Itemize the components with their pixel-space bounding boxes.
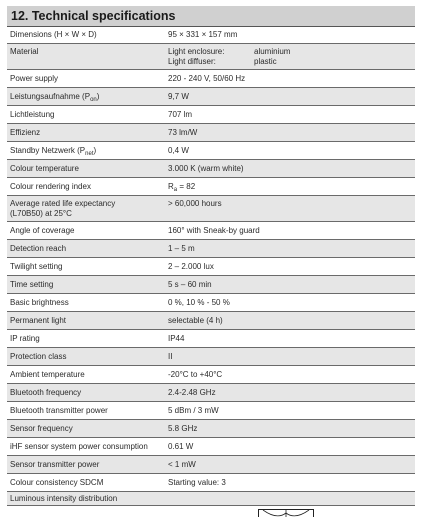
spec-row	[7, 456, 415, 474]
spec-row	[7, 348, 415, 366]
spec-label-text: Bluetooth frequency	[10, 388, 82, 397]
spec-value-text: plastic	[254, 56, 277, 66]
spec-row	[7, 88, 415, 106]
spec-value	[168, 30, 237, 40]
spec-label-text: Leistungsaufnahme (P	[10, 92, 91, 101]
spec-value	[168, 388, 216, 398]
spec-value	[168, 128, 197, 138]
spec-label	[10, 92, 99, 106]
spec-row	[7, 312, 415, 330]
spec-label	[10, 30, 97, 40]
spec-row	[7, 27, 415, 44]
spec-value-text: -20°C to +40°C	[168, 370, 223, 379]
spec-label	[10, 442, 148, 452]
spec-label	[10, 316, 66, 326]
spec-value-text: < 1 mW	[168, 460, 196, 469]
spec-label-line2: (L70B50) at 25°C	[10, 208, 72, 218]
spec-value-text: 160° with Sneak-by guard	[168, 226, 260, 235]
spec-value-text: 220 - 240 V, 50/60 Hz	[168, 74, 246, 83]
spec-row	[7, 160, 415, 178]
spec-label-text: Angle of coverage	[10, 226, 75, 235]
spec-value	[168, 199, 222, 209]
spec-value-text: > 60,000 hours	[168, 199, 222, 208]
spec-value	[168, 74, 245, 84]
spec-label-text: Permanent light	[10, 316, 67, 325]
spec-value	[168, 334, 184, 344]
spec-value	[168, 352, 172, 362]
spec-value-text: 95 × 331 × 157 mm	[168, 30, 238, 39]
spec-value-text: 2.4-2.48 GHz	[168, 388, 216, 397]
spec-value	[168, 164, 244, 174]
spec-value-text: 3.000 K (warm white)	[168, 164, 244, 173]
spec-value-text: 1 – 5 m	[168, 244, 195, 253]
spec-value	[168, 478, 226, 488]
spec-label	[10, 280, 53, 290]
spec-row	[7, 276, 415, 294]
spec-label-text: iHF sensor system power consumption	[10, 442, 148, 451]
spec-label	[10, 494, 117, 504]
spec-label	[10, 128, 40, 138]
spec-row	[7, 330, 415, 348]
spec-label	[10, 352, 66, 362]
spec-value	[168, 298, 230, 308]
spec-label-text: Detection reach	[10, 244, 67, 253]
spec-label-text: Colour rendering index	[10, 182, 91, 191]
spec-label-text: IP rating	[10, 334, 40, 343]
spec-label-text: Basic brightness	[10, 298, 69, 307]
spec-label	[10, 164, 79, 174]
spec-value	[168, 182, 195, 196]
spec-value-text: IP44	[168, 334, 185, 343]
spec-page	[7, 6, 415, 506]
spec-label-text: Time setting	[10, 280, 54, 289]
spec-label	[10, 298, 69, 308]
spec-value-text: 5.8 GHz	[168, 424, 198, 433]
spec-row	[7, 106, 415, 124]
spec-label-text: Standby Netzwerk (P	[10, 146, 86, 155]
spec-row	[7, 240, 415, 258]
spec-value	[168, 370, 222, 380]
spec-row	[7, 420, 415, 438]
spec-label-text: Twilight setting	[10, 262, 63, 271]
spec-label-suffix: )	[93, 146, 97, 155]
spec-value	[168, 280, 212, 290]
spec-value-text: 707 lm	[168, 110, 193, 119]
spec-value-text: 0 %, 10 % - 50 %	[168, 298, 230, 307]
spec-row	[7, 474, 415, 492]
spec-row	[7, 44, 415, 70]
spec-label	[10, 74, 58, 84]
spec-row	[7, 492, 415, 506]
spec-label	[10, 406, 108, 416]
spec-value-pair	[168, 47, 291, 57]
spec-value-text: 2 – 2.000 lux	[168, 262, 214, 271]
spec-value-text: Starting value: 3	[168, 478, 226, 487]
spec-label	[10, 146, 96, 160]
spec-value-text: 9,7 W	[168, 92, 189, 101]
spec-label	[10, 388, 81, 398]
spec-label-text: Lichtleistung	[10, 110, 55, 119]
spec-row	[7, 196, 415, 222]
spec-label	[10, 262, 62, 272]
spec-value	[168, 424, 197, 434]
spec-label	[10, 199, 115, 218]
spec-value	[168, 442, 193, 452]
spec-value-text: 0,4 W	[168, 146, 189, 155]
spec-value	[168, 406, 219, 416]
spec-label	[10, 110, 54, 120]
spec-value	[168, 262, 214, 272]
spec-label-suffix: )	[96, 92, 100, 101]
spec-row	[7, 142, 415, 160]
spec-value-text: selectable (4 h)	[168, 316, 223, 325]
spec-label	[10, 182, 91, 192]
spec-row	[7, 402, 415, 420]
spec-label-text: Colour consistency SDCM	[10, 478, 104, 487]
spec-value	[168, 316, 223, 326]
spec-row	[7, 258, 415, 276]
spec-label-text: Material	[10, 47, 39, 56]
spec-value-key: Light enclosure:	[168, 47, 225, 56]
spec-label-text: Bluetooth transmitter power	[10, 406, 108, 415]
spec-value-text: aluminium	[254, 47, 291, 56]
spec-row	[7, 294, 415, 312]
spec-value-text: 5 dBm / 3 mW	[168, 406, 219, 415]
spec-row	[7, 178, 415, 196]
spec-row	[7, 438, 415, 456]
spec-value	[168, 92, 189, 102]
spec-value-key: Light diffuser:	[168, 56, 216, 66]
spec-label-text: Sensor transmitter power	[10, 460, 100, 469]
spec-row	[7, 70, 415, 88]
spec-value-suffix: = 82	[177, 182, 196, 191]
spec-value	[168, 110, 192, 120]
spec-value-text: R	[168, 182, 174, 191]
spec-label-text: Average rated life expectancy	[10, 199, 116, 208]
spec-value	[168, 244, 195, 254]
spec-label	[10, 460, 99, 470]
spec-value-pairs	[168, 47, 291, 66]
spec-row	[7, 384, 415, 402]
spec-table	[7, 26, 415, 506]
spec-row	[7, 124, 415, 142]
spec-value	[168, 460, 196, 470]
spec-label	[10, 370, 85, 380]
spec-label	[10, 47, 38, 57]
spec-label-subscript: net	[85, 151, 94, 157]
spec-value-text: 5 s – 60 min	[168, 280, 212, 289]
spec-label-subscript: on	[90, 97, 97, 103]
spec-value-text: II	[168, 352, 173, 361]
spec-label-text: Dimensions (H × W × D)	[10, 30, 97, 39]
spec-value-pair	[168, 56, 277, 67]
spec-label-text: Protection class	[10, 352, 67, 361]
spec-label	[10, 226, 75, 236]
spec-label-text: Colour temperature	[10, 164, 79, 173]
spec-value	[168, 146, 189, 156]
spec-label	[10, 244, 66, 254]
spec-value-text: 73 lm/W	[168, 128, 198, 137]
spec-label-text: Luminous intensity distribution	[10, 494, 118, 503]
spec-value-text: 0.61 W	[168, 442, 194, 451]
spec-row	[7, 222, 415, 240]
spec-row	[7, 366, 415, 384]
spec-label	[10, 478, 103, 488]
spec-value-subscript: a	[173, 187, 178, 193]
spec-label	[10, 424, 73, 434]
spec-label-text: Power supply	[10, 74, 59, 83]
spec-label-text: Sensor frequency	[10, 424, 73, 433]
spec-label	[10, 334, 40, 344]
spec-value	[168, 226, 260, 236]
section-heading: 12. Technical specifications	[7, 6, 415, 26]
spec-label-text: Effizienz	[10, 128, 41, 137]
spec-label-text: Ambient temperature	[10, 370, 85, 379]
